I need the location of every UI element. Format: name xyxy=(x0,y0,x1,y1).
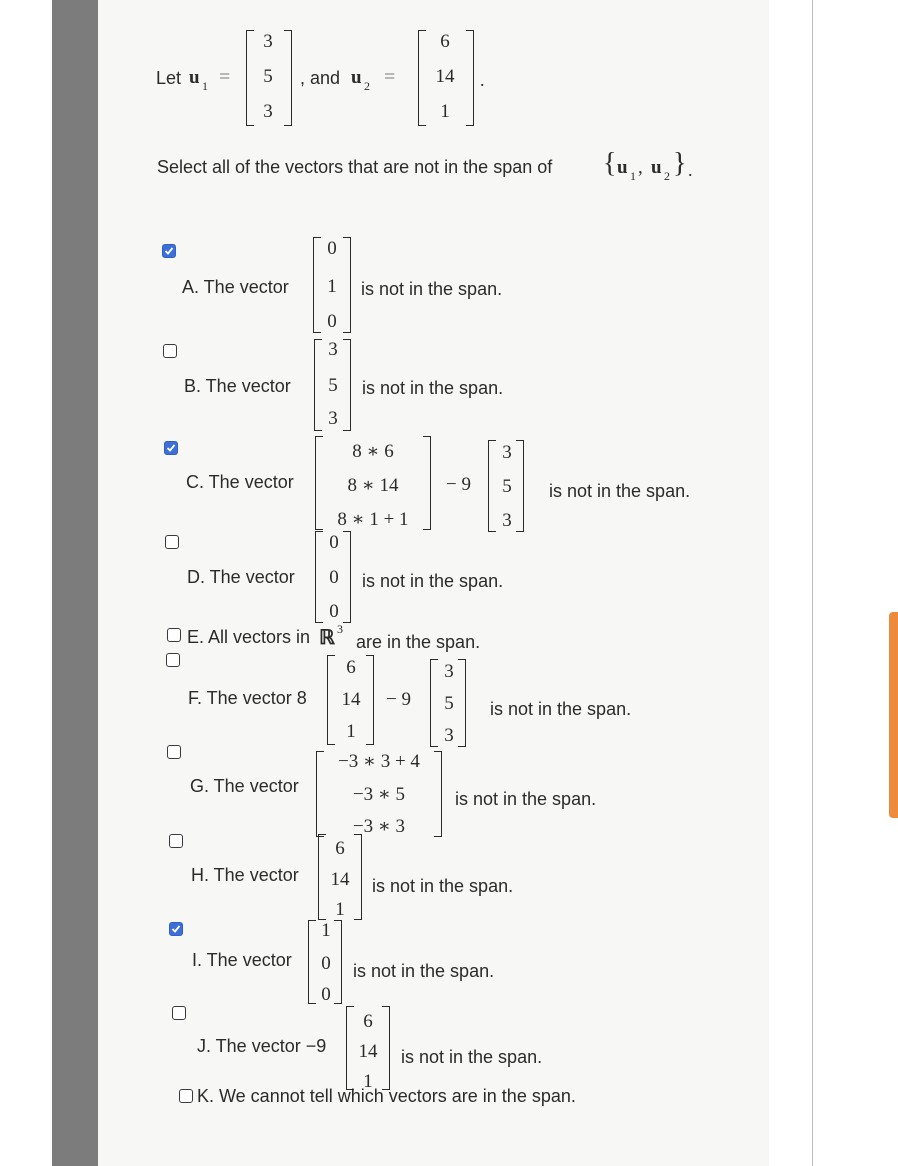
vector-left-bracket xyxy=(430,659,438,747)
option-b-label: B. The vector xyxy=(184,376,291,396)
vector-entry: 3 xyxy=(444,725,454,746)
real-space-symbol: ℝ xyxy=(319,627,335,649)
vector-entry: 0 xyxy=(329,601,339,622)
u1-left-bracket xyxy=(246,30,254,126)
option-g-label: G. The vector xyxy=(190,776,299,796)
vector-left-bracket xyxy=(315,531,323,623)
u2-symbol: u xyxy=(351,67,362,88)
u2-entry: 6 xyxy=(440,31,450,52)
option-e-suffix: are in the span. xyxy=(356,632,481,652)
vector-entry: 6 xyxy=(346,657,356,678)
vector-entry: 1 xyxy=(321,920,331,941)
vector-left-bracket xyxy=(346,1006,354,1090)
option-a-label: A. The vector xyxy=(182,277,289,297)
vector-entry: 3 xyxy=(444,661,454,682)
side-tab[interactable] xyxy=(889,612,898,818)
checkbox-b[interactable] xyxy=(163,344,177,358)
vector-left-bracket xyxy=(315,436,323,530)
u1-subscript: 1 xyxy=(202,79,208,93)
checkbox-f[interactable] xyxy=(166,653,180,667)
u1-entry: 5 xyxy=(263,66,273,87)
vector-right-bracket xyxy=(343,237,351,333)
vector-entry: 5 xyxy=(328,375,338,396)
superscript: 3 xyxy=(337,622,343,636)
option-c-suffix: is not in the span. xyxy=(549,481,691,501)
vector-entry: 14 xyxy=(330,869,350,890)
option-j-label: J. The vector −9 xyxy=(197,1036,327,1056)
vector-left-bracket xyxy=(327,655,335,745)
vector-entry: 0 xyxy=(321,984,331,1005)
option-f-suffix: is not in the span. xyxy=(490,699,632,719)
let-label: Let xyxy=(156,68,182,88)
option-a-suffix: is not in the span. xyxy=(361,279,503,299)
vector-right-bracket xyxy=(343,339,351,431)
vector-entry: 3 xyxy=(328,339,338,360)
vector-right-bracket xyxy=(382,1006,390,1090)
u1-entry: 3 xyxy=(263,31,273,52)
checkbox-j[interactable] xyxy=(172,1006,186,1020)
set-u2-subscript: 2 xyxy=(664,169,670,183)
vector-entry: 1 xyxy=(363,1071,373,1092)
vector-entry: 0 xyxy=(327,238,337,259)
vector-entry: 1 xyxy=(327,276,337,297)
vector-left-bracket xyxy=(308,920,316,1004)
vector-entry: 6 xyxy=(335,838,345,859)
operator: − 9 xyxy=(386,689,411,710)
checkbox-i[interactable] xyxy=(169,922,183,936)
set-open-brace: { xyxy=(603,148,617,179)
set-u1-subscript: 1 xyxy=(630,169,636,183)
u2-entry: 14 xyxy=(435,66,455,87)
vector-entry: −3 ∗ 5 xyxy=(352,784,406,805)
vector-left-bracket xyxy=(314,339,322,431)
vector-left-bracket xyxy=(313,237,321,333)
option-d-suffix: is not in the span. xyxy=(362,571,504,591)
vector-entry: 1 xyxy=(346,721,356,742)
vector-entry: 0 xyxy=(329,567,339,588)
option-j-suffix: is not in the span. xyxy=(401,1047,543,1067)
u2-left-bracket xyxy=(418,30,426,126)
u1-symbol: u xyxy=(189,67,200,88)
vector-entry: 5 xyxy=(444,693,454,714)
question-text: Select all of the vectors that are not in the span of xyxy=(157,157,553,177)
set-comma: , xyxy=(638,157,643,178)
vector-right-bracket xyxy=(434,751,442,837)
u2-right-bracket xyxy=(466,30,474,126)
vector-entry: 3 xyxy=(502,510,512,531)
vector-left-bracket xyxy=(488,440,496,532)
checkbox-c[interactable] xyxy=(164,441,178,455)
set-u2: u xyxy=(651,157,662,178)
question-period: . xyxy=(688,160,693,180)
checkbox-a[interactable] xyxy=(162,244,176,258)
vector-entry: 8 ∗ 14 xyxy=(347,475,399,496)
vector-entry: 5 xyxy=(502,476,512,497)
vector-entry: 14 xyxy=(358,1041,378,1062)
vector-entry: 8 ∗ 6 xyxy=(352,441,394,462)
option-h-label: H. The vector xyxy=(191,865,299,885)
checkbox-h[interactable] xyxy=(169,834,183,848)
set-u1: u xyxy=(617,157,628,178)
u2-subscript: 2 xyxy=(364,79,370,93)
option-i-suffix: is not in the span. xyxy=(353,961,495,981)
checkmark-icon xyxy=(166,443,176,453)
vector-right-bracket xyxy=(423,436,431,530)
vector-entry: 6 xyxy=(363,1011,373,1032)
u2-entry: 1 xyxy=(440,101,450,122)
checkbox-e[interactable] xyxy=(167,628,181,642)
option-f-label: F. The vector 8 xyxy=(188,688,307,708)
checkbox-k[interactable] xyxy=(179,1089,193,1103)
frame-right-line xyxy=(812,0,813,1166)
photo-dark-border xyxy=(52,0,98,1166)
vector-entry: 1 xyxy=(335,899,345,920)
operator: − 9 xyxy=(446,474,471,495)
checkmark-icon xyxy=(171,924,181,934)
checkmark-icon xyxy=(164,246,174,256)
checkbox-d[interactable] xyxy=(165,535,179,549)
vector-entry: −3 ∗ 3 + 4 xyxy=(338,751,420,772)
set-close-brace: } xyxy=(673,148,687,179)
vector-entry: 3 xyxy=(328,408,338,429)
vector-entry: 8 ∗ 1 + 1 xyxy=(337,509,409,530)
u1-right-bracket xyxy=(284,30,292,126)
u1-entry: 3 xyxy=(263,101,273,122)
vector-left-bracket xyxy=(316,751,324,837)
vector-entry: 14 xyxy=(341,689,361,710)
option-d-label: D. The vector xyxy=(187,567,295,587)
vector-right-bracket xyxy=(354,834,362,920)
vector-entry: −3 ∗ 3 xyxy=(352,816,406,837)
option-h-suffix: is not in the span. xyxy=(372,876,514,896)
equals-sign: = xyxy=(219,66,231,88)
option-c-label: C. The vector xyxy=(186,472,294,492)
vector-entry: 0 xyxy=(327,311,337,332)
equals-sign: = xyxy=(384,66,396,88)
vector-left-bracket xyxy=(318,834,326,920)
option-k-label: K. We cannot tell which vectors are in the span. xyxy=(197,1086,576,1106)
and-label: , and xyxy=(300,68,341,88)
option-e-label: E. All vectors in xyxy=(187,627,311,647)
vector-right-bracket xyxy=(366,655,374,745)
vector-entry: 0 xyxy=(321,953,331,974)
option-b-suffix: is not in the span. xyxy=(362,378,504,398)
vector-entry: 0 xyxy=(329,532,339,553)
vector-entry: 3 xyxy=(502,442,512,463)
option-g-suffix: is not in the span. xyxy=(455,789,597,809)
intro-period: . xyxy=(480,70,485,90)
option-i-label: I. The vector xyxy=(192,950,292,970)
checkbox-g[interactable] xyxy=(167,745,181,759)
